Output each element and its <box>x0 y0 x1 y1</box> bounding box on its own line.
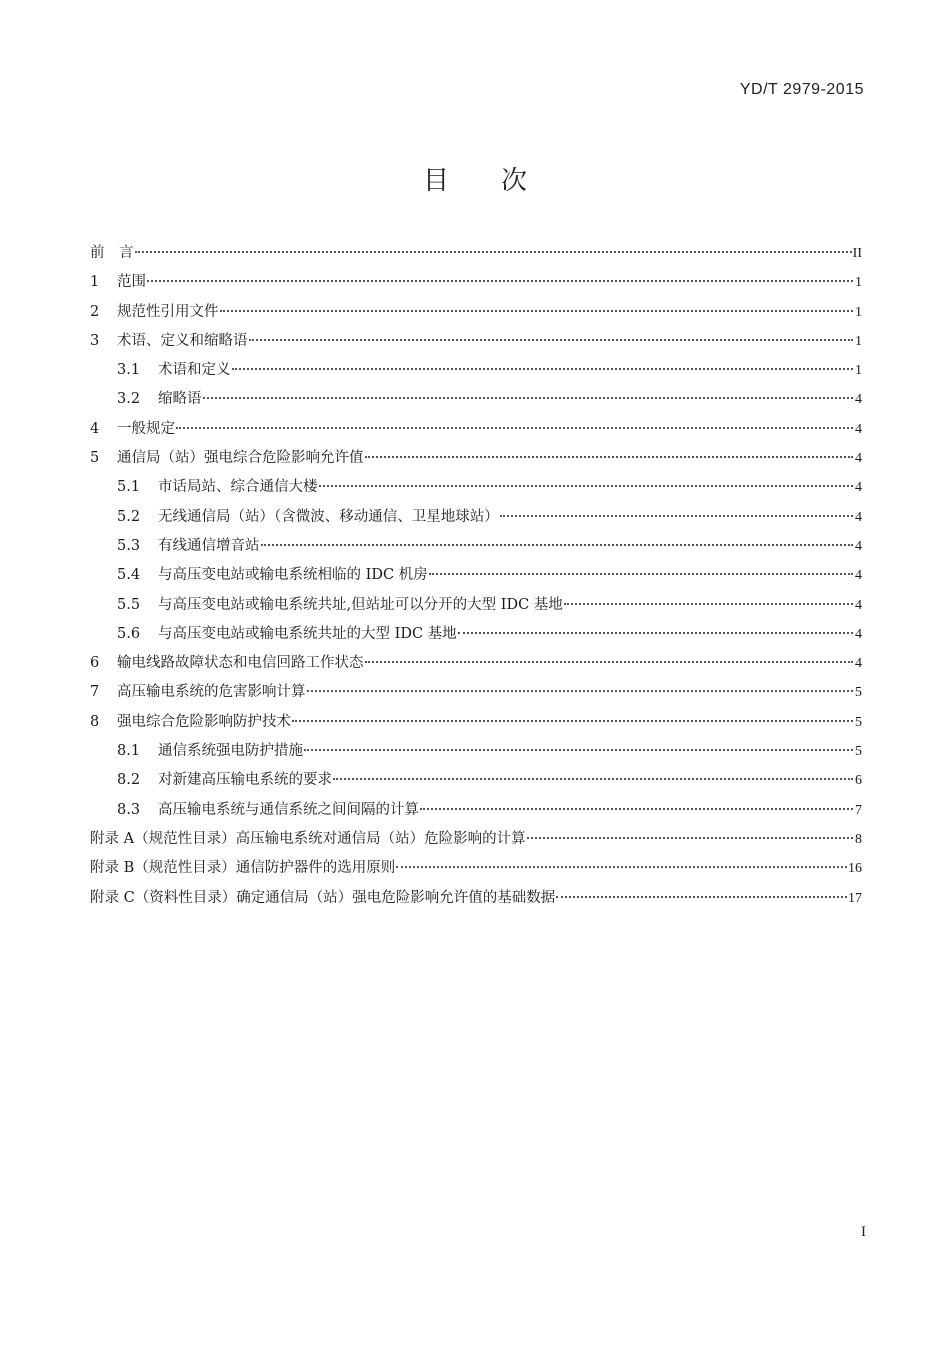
toc-entry-title: 强电综合危险影响防护技术 <box>117 713 291 730</box>
toc-entry-number: 6 <box>90 655 100 672</box>
toc-entry-page: 1 <box>855 275 862 291</box>
toc-leader-dots <box>176 427 853 429</box>
toc-entry-page: II <box>852 246 862 261</box>
toc-leader-dots <box>396 866 847 868</box>
toc-entry-number: 2 <box>90 303 100 320</box>
toc-entry[interactable] <box>90 768 862 797</box>
toc-entry-number: 5.2 <box>117 508 141 525</box>
toc-leader-dots <box>556 896 847 898</box>
toc-entry-page: 8 <box>855 831 862 847</box>
toc-entry[interactable] <box>90 622 862 651</box>
toc-entry-number: 5.3 <box>117 537 141 554</box>
toc-entry-page: 1 <box>855 363 862 379</box>
toc-entry[interactable] <box>90 505 862 534</box>
toc-entry-page: 7 <box>855 802 862 818</box>
toc-entry[interactable] <box>90 534 862 563</box>
toc-entry-page: 5 <box>855 714 862 730</box>
toc-leader-dots <box>203 397 854 399</box>
toc-entry[interactable] <box>90 270 862 299</box>
toc-entry-title: 高压输电系统的危害影响计算 <box>117 684 306 701</box>
toc-entry-title: 无线通信局（站）（含微波、移动通信、卫星地球站） <box>158 508 499 525</box>
table-of-contents <box>90 241 862 915</box>
toc-leader-dots <box>135 251 852 253</box>
toc-entry-title: 有线通信增音站 <box>158 537 260 554</box>
toc-entry[interactable] <box>90 358 862 387</box>
toc-entry-title: 与高压变电站或输电系统共址,但站址可以分开的大型 IDC 基地 <box>158 596 563 613</box>
toc-leader-dots <box>292 720 853 722</box>
toc-leader-dots <box>429 573 853 575</box>
toc-entry-number: 5.6 <box>117 625 141 642</box>
toc-entry[interactable] <box>90 710 862 739</box>
toc-entry-title: 附录 C（资料性目录）确定通信局（站）强电危险影响允许值的基础数据 <box>90 889 556 906</box>
toc-entry-number: 5.1 <box>117 479 141 496</box>
toc-entry-number: 5.5 <box>117 596 141 613</box>
toc-entry-number: 5.4 <box>117 567 141 584</box>
toc-entry[interactable] <box>90 446 862 475</box>
toc-entry-number: 8.1 <box>117 743 141 760</box>
toc-entry-number: 8.2 <box>117 772 141 789</box>
toc-entry-title: 与高压变电站或输电系统相临的 IDC 机房 <box>158 567 428 584</box>
toc-entry[interactable] <box>90 329 862 358</box>
toc-entry[interactable] <box>90 739 862 768</box>
toc-entry-title: 范围 <box>117 274 146 291</box>
toc-entry[interactable] <box>90 300 862 329</box>
toc-entry-page: 16 <box>848 861 862 877</box>
toc-entry[interactable] <box>90 241 862 270</box>
toc-entry-title: 附录 A（规范性目录）高压输电系统对通信局（站）危险影响的计算 <box>90 830 526 847</box>
toc-entry[interactable] <box>90 651 862 680</box>
toc-entry-title: 术语、定义和缩略语 <box>117 332 248 349</box>
toc-entry-title: 缩略语 <box>158 391 202 408</box>
toc-entry-page: 4 <box>855 568 862 584</box>
toc-entry-page: 4 <box>855 421 862 437</box>
toc-entry-page: 4 <box>855 538 862 554</box>
toc-entry-title: 规范性引用文件 <box>117 303 219 320</box>
toc-entry-title: 前 言 <box>90 245 134 261</box>
toc-entry-number: 1 <box>90 274 100 291</box>
toc-leader-dots <box>564 603 853 605</box>
toc-leader-dots <box>220 310 854 312</box>
toc-entry-number: 4 <box>90 420 100 437</box>
toc-leader-dots <box>420 808 853 810</box>
toc-entry-page: 4 <box>855 480 862 496</box>
toc-entry-number: 5 <box>90 450 100 467</box>
toc-leader-dots <box>500 515 853 517</box>
toc-leader-dots <box>232 368 854 370</box>
toc-entry-number: 8 <box>90 713 100 730</box>
toc-entry-page: 4 <box>855 626 862 642</box>
toc-leader-dots <box>527 837 853 839</box>
toc-entry[interactable] <box>90 387 862 416</box>
toc-entry-page: 4 <box>855 656 862 672</box>
toc-entry-title: 输电线路故障状态和电信回路工作状态 <box>117 655 364 672</box>
toc-leader-dots <box>249 339 854 341</box>
toc-entry-title: 一般规定 <box>117 420 175 437</box>
toc-entry[interactable] <box>90 593 862 622</box>
toc-entry-page: 1 <box>855 304 862 320</box>
toc-entry-title: 术语和定义 <box>158 362 231 379</box>
toc-entry-page: 5 <box>855 744 862 760</box>
toc-leader-dots <box>365 456 854 458</box>
toc-leader-dots <box>147 280 853 282</box>
toc-entry-number: 3 <box>90 332 100 349</box>
toc-leader-dots <box>261 544 854 546</box>
toc-entry-title: 与高压变电站或输电系统共址的大型 IDC 基地 <box>158 625 457 642</box>
toc-entry-title: 对新建高压输电系统的要求 <box>158 772 332 789</box>
toc-entry[interactable] <box>90 886 862 915</box>
toc-entry-page: 4 <box>855 509 862 525</box>
toc-leader-dots <box>319 485 854 487</box>
toc-entry-title: 通信系统强电防护措施 <box>158 743 303 760</box>
toc-entry-number: 8.3 <box>117 801 141 818</box>
toc-leader-dots <box>365 661 854 663</box>
toc-entry[interactable] <box>90 563 862 592</box>
toc-leader-dots <box>307 690 854 692</box>
toc-entry-page: 4 <box>855 392 862 408</box>
toc-leader-dots <box>458 632 853 634</box>
toc-entry-title: 高压输电系统与通信系统之间间隔的计算 <box>158 801 419 818</box>
toc-leader-dots <box>304 749 853 751</box>
standard-code: YD/T 2979-2015 <box>739 81 864 98</box>
toc-entry-title: 通信局（站）强电综合危险影响允许值 <box>117 450 364 467</box>
toc-entry-page: 4 <box>855 451 862 467</box>
toc-entry-page: 17 <box>848 890 862 906</box>
toc-entry[interactable] <box>90 475 862 504</box>
toc-entry[interactable] <box>90 417 862 446</box>
toc-entry-title: 市话局站、综合通信大楼 <box>158 479 318 496</box>
toc-entry-page: 5 <box>855 685 862 701</box>
toc-entry-number: 3.1 <box>117 362 141 379</box>
page-title: 目次 <box>422 166 579 196</box>
toc-entry-number: 7 <box>90 684 100 701</box>
toc-entry[interactable] <box>90 856 862 885</box>
toc-entry[interactable] <box>90 798 862 827</box>
page-number: I <box>861 1224 866 1240</box>
toc-entry-title: 附录 B（规范性目录）通信防护器件的选用原则 <box>90 860 396 877</box>
toc-entry[interactable] <box>90 680 862 709</box>
toc-leader-dots <box>333 778 853 780</box>
toc-entry[interactable] <box>90 827 862 856</box>
toc-entry-page: 6 <box>855 773 862 789</box>
toc-entry-page: 4 <box>855 597 862 613</box>
toc-entry-number: 3.2 <box>117 391 141 408</box>
toc-entry-page: 1 <box>855 333 862 349</box>
